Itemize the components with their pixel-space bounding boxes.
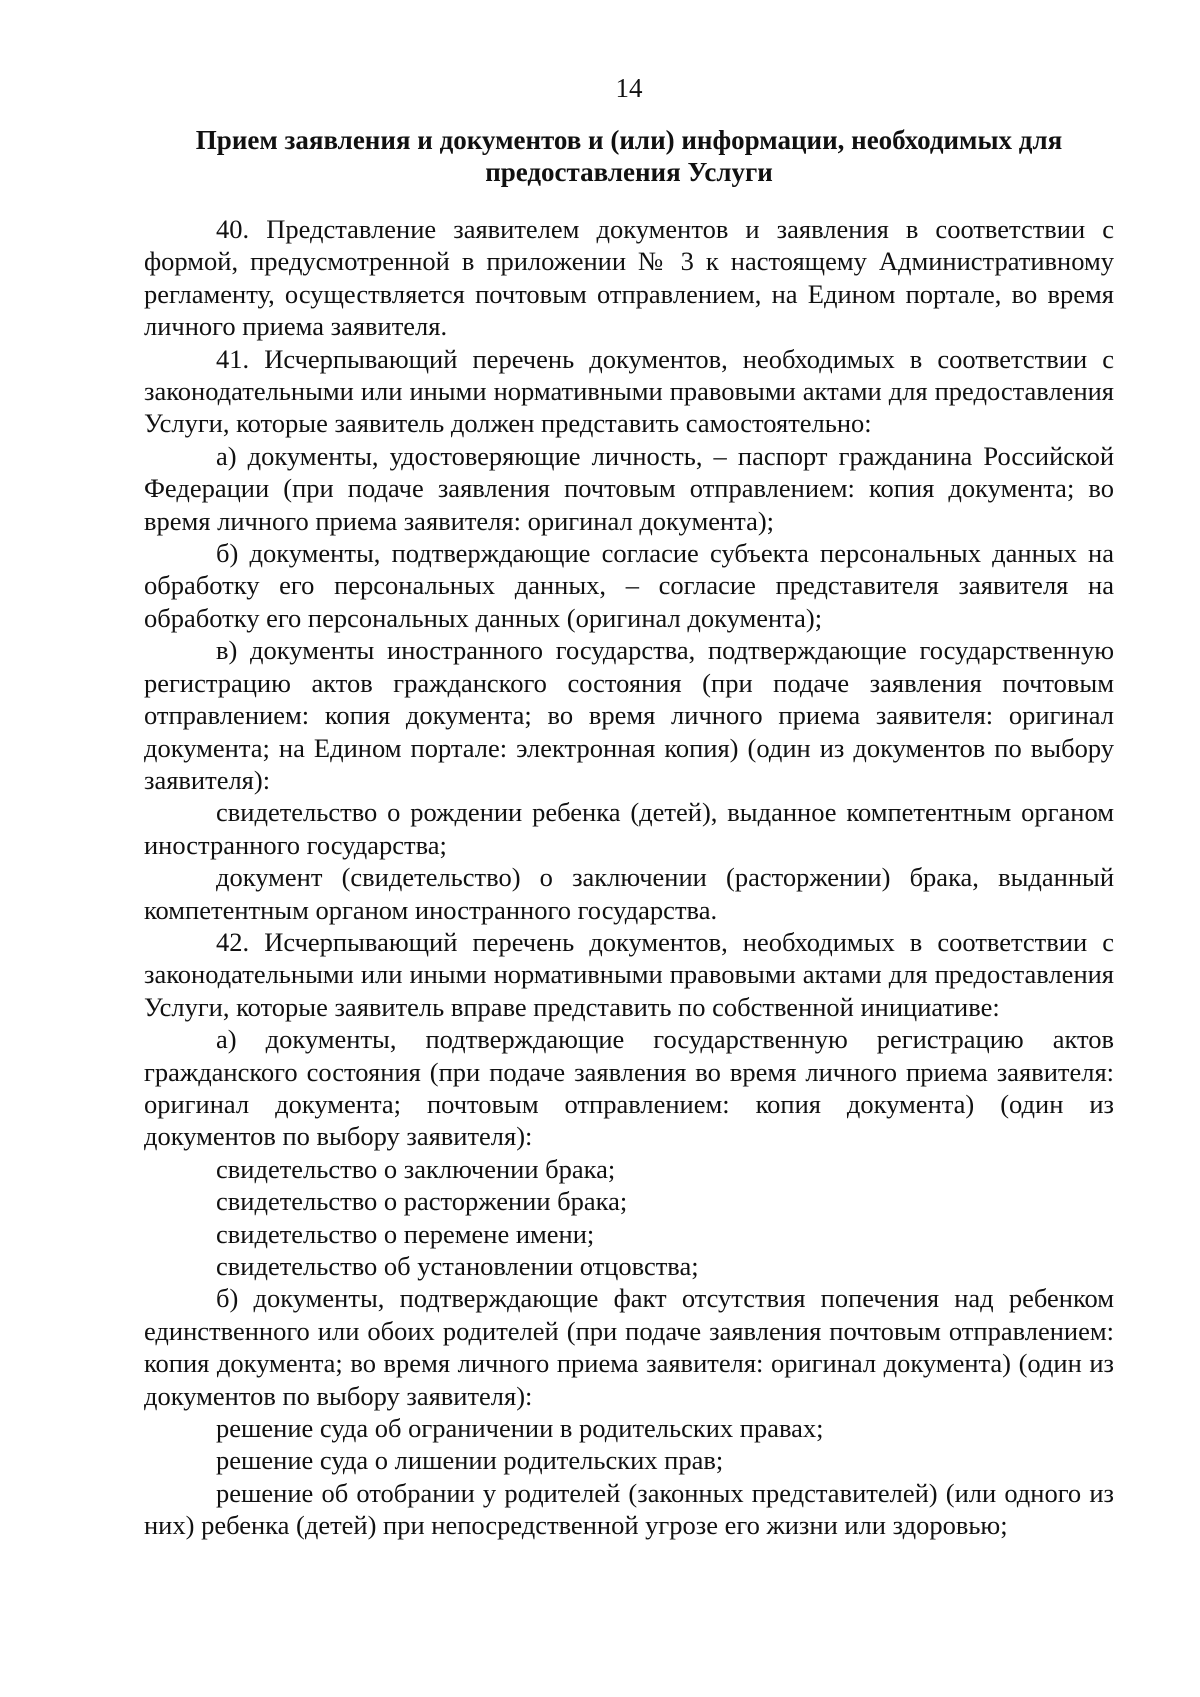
paragraph-42-b: б) документы, подтверждающие факт отсутствия попечения над ребенком единственного или обоих родителей (при подаче заявления почтовым отправлением: копия документа; во время личного приема заявителя: оригинал документа) (один из документов по выбору заявителя): <box>144 1283 1114 1411</box>
list-item-court-deprivation: решение суда о лишении родительских прав; <box>216 1445 724 1476</box>
list-item-marriage-document-foreign: документ (свидетельство) о заключении (расторжении) брака, выданный компетентным органом иностранного государства. <box>144 862 1114 925</box>
paragraph-41-a: а) документы, удостоверяющие личность, – паспорт гражданина Российской Федерации (при подаче заявления почтовым отправлением: копия документа; во время личного приема заявителя: оригинал документа); <box>144 440 1114 536</box>
section-heading <box>144 124 1114 188</box>
list-item-paternity-certificate: свидетельство об установлении отцовства; <box>216 1251 699 1281</box>
paragraph-42: 42. Исчерпывающий перечень документов, необходимых в соответствии с законодательными или иными нормативными правовыми актами для предоставления Услуги, которые заявитель вправе представить по собственной инициативе: <box>144 926 1114 1022</box>
section-heading-line-2: предоставления Услуги <box>485 157 773 187</box>
page-number: 14 <box>615 73 643 103</box>
paragraph-42-a: а) документы, подтверждающие государственную регистрацию актов гражданского состояния (при подаче заявления во время личного приема заявителя: оригинал документа; почтовым отправлением: копия документа) (один из документов по выбору заявителя): <box>144 1024 1114 1152</box>
paragraph-41: 41. Исчерпывающий перечень документов, необходимых в соответствии с законодательными или иными нормативными правовыми актами для предоставления Услуги, которые заявитель должен представить самостоятельно: <box>144 343 1114 439</box>
list-item-name-change-certificate: свидетельство о перемене имени; <box>216 1218 595 1249</box>
paragraph-41-b: б) документы, подтверждающие согласие субъекта персональных данных на обработку его персональных данных, – согласие представителя заявителя на обработку его персональных данных (оригинал документа); <box>144 538 1114 633</box>
paragraph-40: 40. Представление заявителем документов и заявления в соответствии с формой, предусмотренной в приложении № 3 к настоящему Административному регламенту, осуществляется почтовым отправлением, на Едином портале, во время личного приема заявителя. <box>144 214 1114 342</box>
document-body <box>144 213 1114 1542</box>
list-item-marriage-certificate: свидетельство о заключении брака; <box>216 1153 616 1184</box>
list-item-divorce-certificate: свидетельство о расторжении брака; <box>216 1186 628 1217</box>
list-item-court-restriction: решение суда об ограничении в родительских правах; <box>216 1413 824 1444</box>
list-item-child-removal-decision: решение об отобрании у родителей (законных представителей) (или одного из них) ребенка (детей) при непосредственной угрозе его жизни или здоровью; <box>144 1477 1114 1541</box>
paragraph-41-v: в) документы иностранного государства, подтверждающие государственную регистрацию актов гражданского состояния (при подаче заявления почтовым отправлением: копия документа; во время личного приема заявителя: оригинал документа; на Едином портале: электронная копия) (один из документов по выбору заявителя): <box>144 635 1114 795</box>
section-heading-line-1: Прием заявления и документов и (или) информации, необходимых для <box>195 125 1063 155</box>
list-item-birth-certificate-foreign: свидетельство о рождении ребенка (детей), выданное компетентным органом иностранного государства; <box>144 797 1114 860</box>
